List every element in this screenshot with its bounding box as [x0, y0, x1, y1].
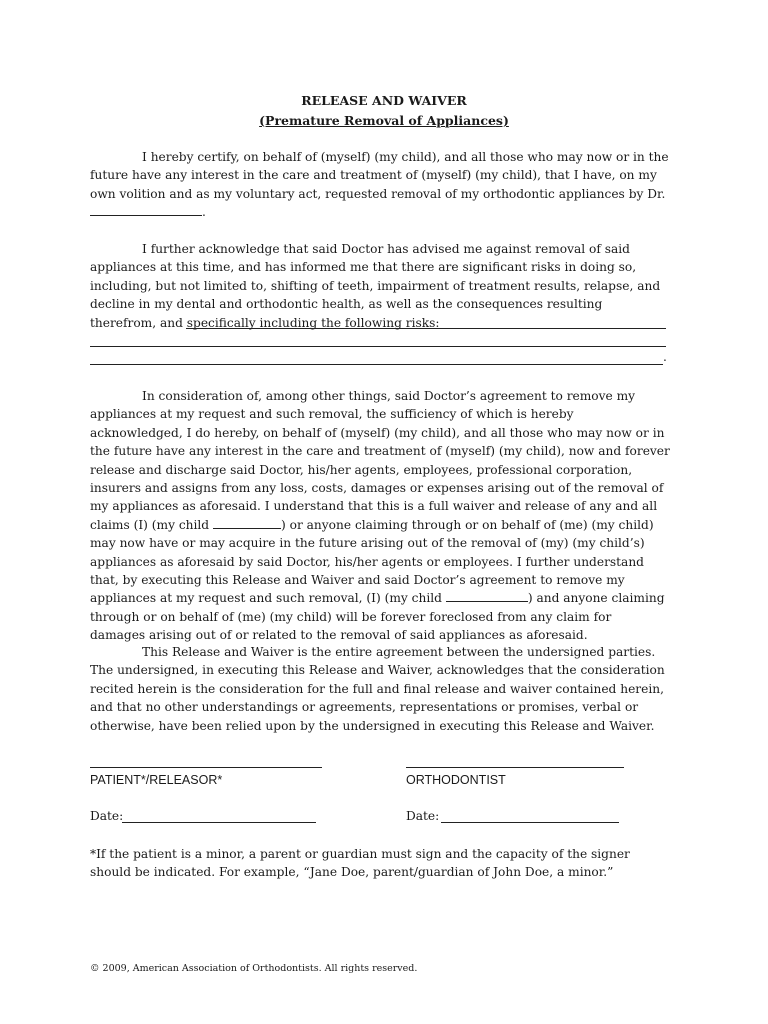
child-name-blank-1[interactable] [213, 517, 281, 529]
paragraph-entire-agreement [90, 643, 670, 735]
patient-signature-line[interactable] [90, 767, 322, 768]
minor-footnote: *If the patient is a minor, a parent or guardian must sign and the capacity of the signer should be indicated. For example, “Jane Doe, parent/guardian of John Doe, a minor.” [90, 847, 630, 880]
consideration-text-b: ) or anyone claiming through or on behalf of (me) (my child) may now have or may acquire in the future arising out of the removal of (my) (my child’s) appliances as aforesaid by said Doctor, his/her agents or employees. I further understand that, by executing this Release and Waiver and said Doctor’s agreement to remove my appliances at my request and such removal, (I) (my child [90, 517, 654, 606]
paragraph-certification [90, 148, 670, 222]
orthodontist-signature-line[interactable] [406, 767, 624, 768]
orthodontist-date-label: Date: [406, 809, 440, 823]
orthodontist-label: ORTHODONTIST [406, 773, 506, 787]
period: . [202, 205, 206, 220]
entire-agreement-text: This Release and Waiver is the entire agreement between the undersigned parties. The undersigned, in executing this Release and Waiver, acknowledges that the consideration recited herein is the consideration for the full and final release and waiver contained herein, and that no other understandings or agreements, representations or promises, verbal or otherwise, have been relied upon by the undersigned in executing this Release and Waiver. [90, 645, 665, 733]
patient-date-label: Date: [90, 809, 124, 823]
patient-label: PATIENT*/RELEASOR* [90, 773, 223, 787]
paragraph-consideration [90, 387, 670, 645]
certification-text: I hereby certify, on behalf of (myself) (my child), and all those who may now or in the future have any interest in the care and treatment of (myself) (my child), that I have, on my own volition and as my voluntary act, requested removal of my orthodontic appliances by Dr. [90, 150, 669, 201]
consideration-text-c: ) and anyone claiming through or on behalf of (me) (my child) will be forever foreclosed from any claim for damages arising out of or related to the removal of said appliances as aforesaid. [90, 591, 665, 643]
document-subtitle: (Premature Removal of Appliances) [259, 113, 509, 128]
acknowledgement-text: I further acknowledge that said Doctor has advised me against removal of said appliances at this time, and has informed me that there are significant risks in doing so, including, but not limited to, shifting of teeth, impairment of treatment results, relapse, and decline in my dental and orthodontic health, as well as the consequences resulting therefrom, and specifically including the following risks: [90, 242, 661, 330]
document-title: RELEASE AND WAIVER [301, 93, 467, 108]
child-name-blank-2[interactable] [446, 590, 528, 602]
risks-line-3[interactable] [90, 364, 663, 365]
risks-period: . [663, 350, 667, 364]
patient-date-line[interactable] [122, 822, 316, 823]
paragraph-acknowledgement [90, 240, 670, 332]
copyright-notice: © 2009, American Association of Orthodontists. All rights reserved. [90, 963, 418, 974]
risks-line-2[interactable] [90, 346, 666, 347]
doctor-name-blank[interactable] [90, 204, 202, 216]
orthodontist-date-line[interactable] [441, 822, 619, 823]
consideration-text-a: In consideration of, among other things, said Doctor’s agreement to remove my appliances at my request and such removal, the sufficiency of which is hereby acknowledged, I do hereby, on behalf of (myself) (my child), and all those who may now or in the future have any interest in the care and treatment of (myself) (my child), now and forever release and discharge said Doctor, his/her agents, employees, professional corporation, insurers and assigns from any loss, costs, damages or expenses arising out of the removal of my appliances as aforesaid. I understand that this is a full waiver and release of any and all claims (I) (my child [90, 389, 670, 532]
risks-line-1[interactable] [186, 328, 666, 329]
